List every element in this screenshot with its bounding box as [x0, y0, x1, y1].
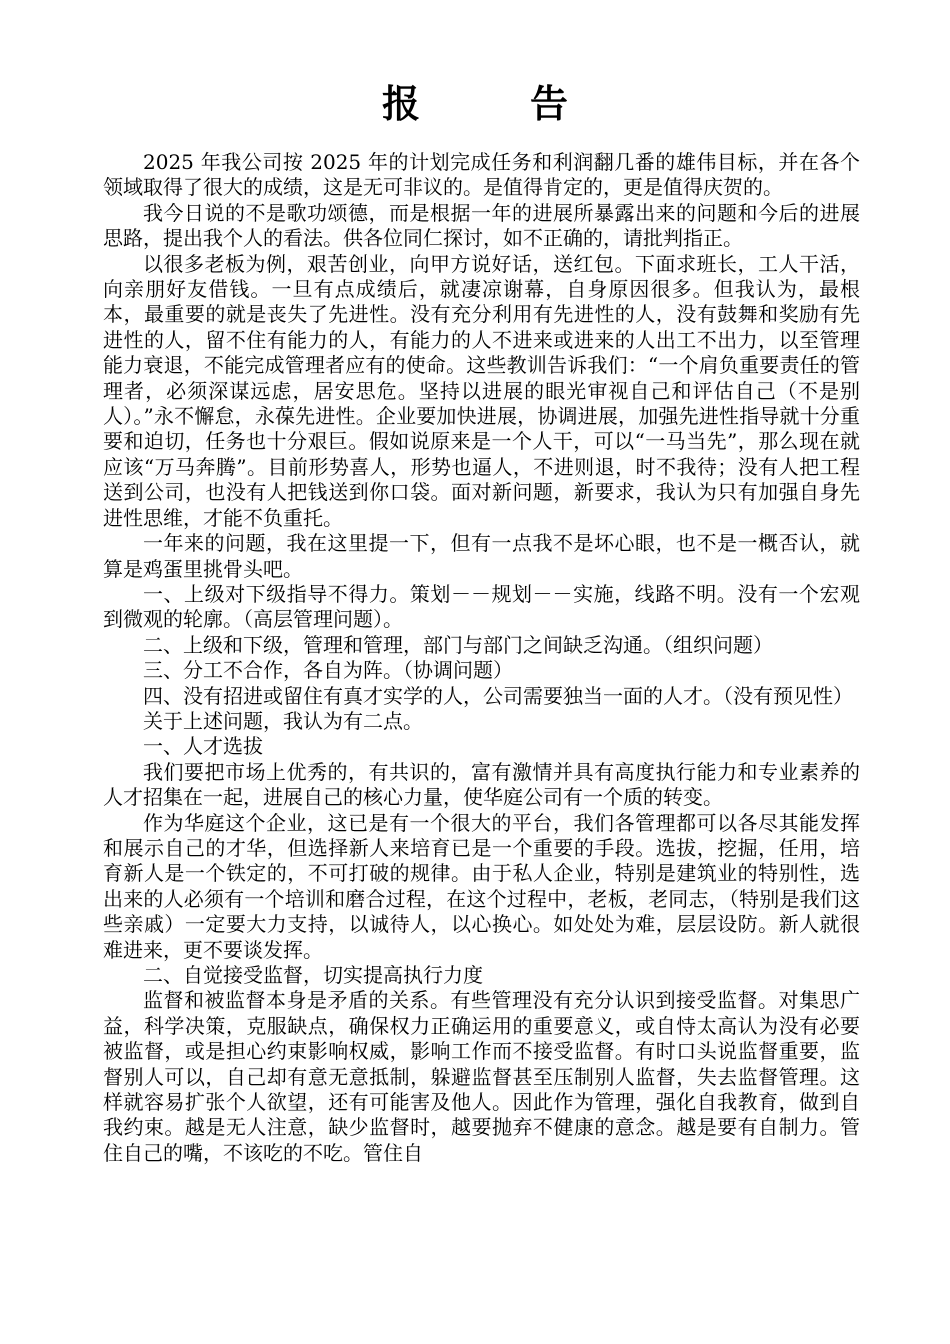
paragraph: 我今日说的不是歌功颂德，而是根据一年的进展所暴露出来的问题和今后的进展思路，提出我个人的看法。供各位同仁探讨，如不正确的，请批判指正。 [103, 200, 860, 251]
paragraph: 三、分工不合作，各自为阵。（协调问题） [143, 658, 513, 683]
paragraph: 一年来的问题，我在这里提一下，但有一点我不是坏心眼，也不是一概否认，就算是鸡蛋里挑骨头吧。 [103, 531, 860, 581]
section-heading: 一、人才选拔 [143, 734, 263, 759]
paragraph: 一、上级对下级指导不得力。策划－－规划－－实施，线路不明。没有一个宏观到微观的轮廓。（高层管理问题）。 [103, 581, 860, 632]
paragraph: 二、上级和下级，管理和管理，部门与部门之间缺乏沟通。（组织问题） [143, 632, 773, 657]
paragraph: 我们要把市场上优秀的，有共识的，富有激情并具有高度执行能力和专业素养的人才招集在一起，进展自己的核心力量，使华庭公司有一个质的转变。 [103, 759, 860, 810]
paragraph: 四、没有招进或留住有真才实学的人，公司需要独当一面的人才。（没有预见性） [143, 683, 853, 708]
paragraph: 关于上述问题，我认为有二点。 [143, 708, 423, 733]
document-body [103, 150, 860, 1166]
paragraph: 2025 年我公司按 2025 年的计划完成任务和利润翻几番的雄伟目标，并在各个领域取得了很大的成绩，这是无可非议的。是值得肯定的，更是值得庆贺的。 [103, 150, 860, 200]
section-heading: 二、自觉接受监督，切实提高执行力度 [143, 963, 483, 987]
paragraph: 监督和被监督本身是矛盾的关系。有些管理没有充分认识到接受监督。对集思广益，科学决策，克服缺点，确保权力正确运用的重要意义，或自恃太高认为没有必要被监督，或是担心约束影响权威，影响工作而不接受监督。有时口头说监督重要，监督别人可以，自己却有意无意抵制，躲避监督甚至压制别人监督，失去监督管理。这样就容易扩张个人欲望，还有可能害及他人。因此作为管理，强化自我教育，做到自我约束。越是无人注意，缺少监督时，越要抛弃不健康的意念。越是要有自制力。管住自己的嘴，不该吃的不吃。管住自 [103, 988, 860, 1165]
paragraph: 以很多老板为例，艰苦创业，向甲方说好话，送红包。下面求班长，工人干活，向亲朋好友借钱。一旦有点成绩后，就凄凉谢幕，自身原因很多。但我认为，最根本，最重要的就是丧失了先进性。没有充分利用有先进性的人，没有鼓舞和奖励有先进性的人，留不住有能力的人，有能力的人不进来或进来的人出工不出力，以至管理能力衰退，不能完成管理者应有的使命。这些教训告诉我们：“一个肩负重要责任的管理者，必须深谋远虑，居安思危。坚持以进展的眼光审视自己和评估自己（不是别人）。”永不懈怠，永葆先进性。企业要加快进展，协调进展，加强先进性指导就十分重要和迫切，任务也十分艰巨。假如说原来是一个人干，可以“一马当先”，那么现在就应该“万马奔腾”。目前形势喜人，形势也逼人，不进则退，时不我待；没有人把工程送到公司，也没有人把钱送到你口袋。面对新问题，新要求，我认为只有加强自身先进性思维，才能不负重托。 [103, 251, 860, 530]
document-title: 报告 [381, 81, 678, 126]
paragraph: 作为华庭这个企业，这已是有一个很大的平台，我们各管理都可以各尽其能发挥和展示自己的才华，但选择新人来培育已是一个重要的手段。选拔，挖掘，任用，培育新人是一个铁定的，不可打破的规律。由于私人企业，特别是建筑业的特别性，选出来的人必须有一个培训和磨合过程，在这个过程中，老板，老同志，（特别是我们这些亲戚）一定要大力支持，以诚待人，以心换心。如处处为难，层层设防。新人就很难进来，更不要谈发挥。 [103, 810, 860, 962]
